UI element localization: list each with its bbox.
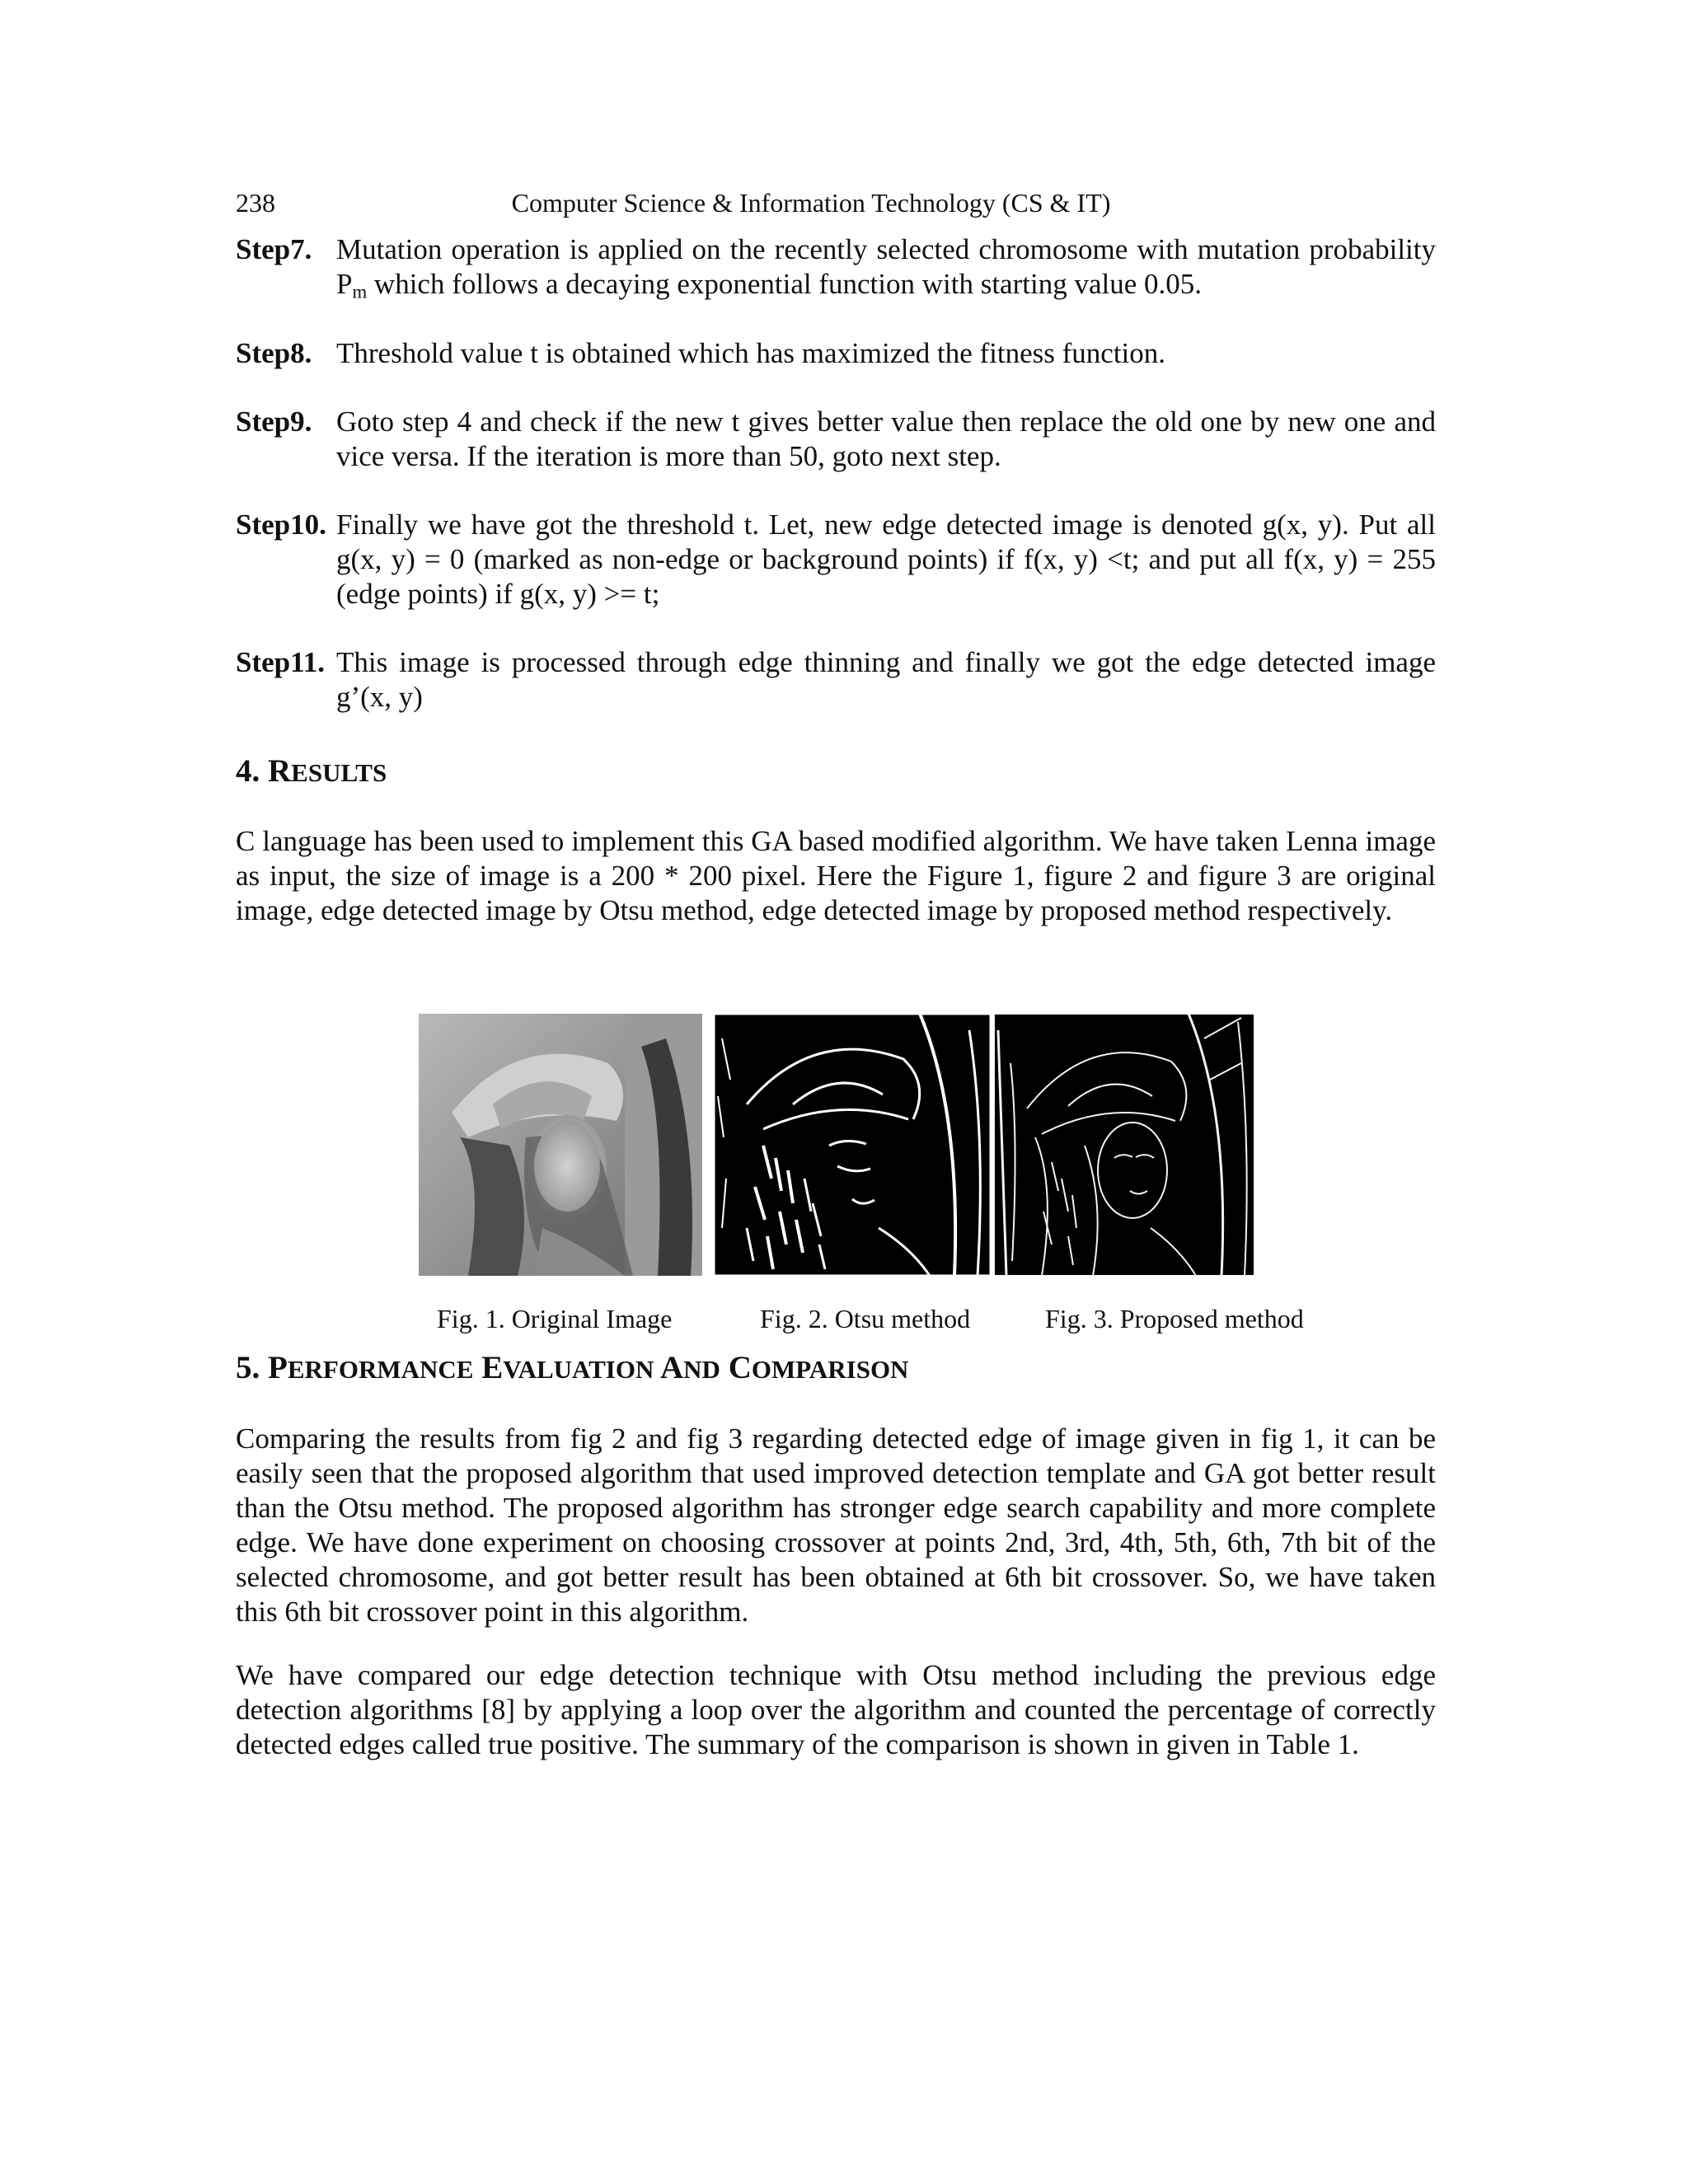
step-label: Step10. (236, 509, 326, 541)
step-11 (236, 645, 1436, 715)
figure-1-caption: Fig. 1. Original Image (437, 1304, 673, 1333)
figure-3-proposed-edges (994, 1014, 1254, 1276)
step-10 (236, 508, 1436, 612)
step-9 (236, 405, 1436, 474)
step-7 (236, 232, 1436, 302)
section-5-heading: 5. PERFORMANCE EVALUATION AND COMPARISON (236, 1350, 909, 1385)
journal-title: Computer Science & Information Technology (CS & IT) (511, 188, 1111, 218)
step-label: Step11. (236, 646, 325, 678)
step-text: This image is processed through edge thinning and finally we got the edge detected image g’(x, y) (336, 646, 1436, 713)
step-text: Threshold value t is obtained which has maximized the fitness function. (336, 337, 1166, 369)
figure-1-original-image (419, 1014, 702, 1276)
evaluation-paragraph-2: We have compared our edge detection technique with Otsu method including the previous edge detection algorithms [8] by applying a loop over the algorithm and counted the percentage of correctly detected edges called true positive. The summary of the comparison is shown in given in Table 1. (236, 1659, 1436, 1760)
section-4-heading: 4. RESULTS (236, 753, 387, 789)
step-label: Step9. (236, 405, 312, 438)
evaluation-paragraph-1: Comparing the results from fig 2 and fig 3 regarding detected edge of image given in fig 1, it can be easily seen that the proposed algorithm that used improved detection template and GA got better result than the Otsu method. The proposed algorithm has stronger edge search capability and more complete edge. We have done experiment on choosing crossover at points 2nd, 3rd, 4th, 5th, 6th, 7th bit of the selected chromosome, and got better result has been obtained at 6th bit crossover. So, we have taken this 6th bit crossover point in this algorithm. (236, 1422, 1436, 1628)
page-number: 238 (236, 188, 275, 218)
running-header (236, 183, 1436, 223)
figure-3-caption: Fig. 3. Proposed method (1045, 1304, 1304, 1333)
figure-2-otsu-edges (714, 1014, 991, 1276)
figure-2-caption: Fig. 2. Otsu method (760, 1304, 971, 1333)
step-text: Finally we have got the threshold t. Let, new edge detected image is denoted g(x, y). Put all g(x, y) = 0 (marked as non-edge or background points) if f(x, y) <t; and put all f(x, y) = 255 (edge points) if g(x, y) >= t; (336, 509, 1436, 610)
step-8 (236, 336, 1436, 371)
step-text: Mutation operation is applied on the recently selected chromosome with mutation probability $P_m$ which follows a decaying exponential function with starting value 0.05. (336, 233, 1436, 302)
step-label: Step7. (236, 233, 312, 265)
results-paragraph: C language has been used to implement this GA based modified algorithm. We have taken Lenna image as input, the size of image is a 200 * 200 pixel. Here the Figure 1, figure 2 and figure 3 are original image, edge detected image by Otsu method, edge detected image by proposed method respectively. (236, 825, 1436, 926)
step-text: Goto step 4 and check if the new t gives better value then replace the old one by new one and vice versa. If the iteration is more than 50, goto next step. (336, 405, 1436, 472)
step-label: Step8. (236, 337, 312, 369)
